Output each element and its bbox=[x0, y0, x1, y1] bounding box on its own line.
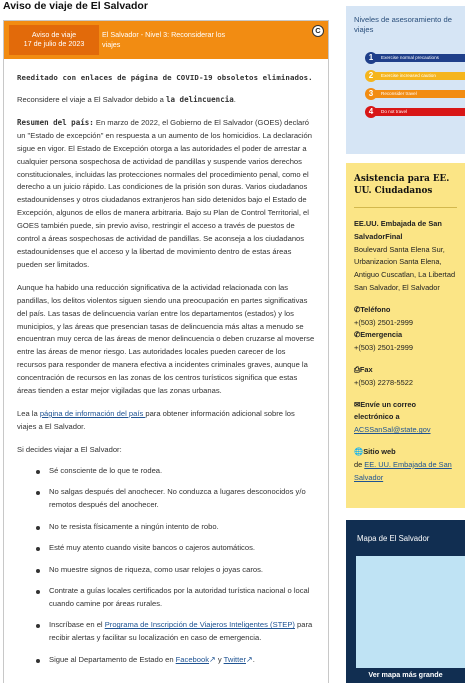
advisory-levels-panel bbox=[346, 6, 465, 154]
list-item: No salgas después del anochecer. No conduzca a lugares desconocidos y/o remotos después del anochecer. bbox=[17, 486, 316, 512]
globe-icon: 🌐 bbox=[354, 446, 364, 456]
reissue-note: Reeditado con enlaces de página de COVID-19 obsoletos eliminados. bbox=[17, 73, 313, 82]
phone-number[interactable]: +(503) 2501-2999 bbox=[354, 317, 413, 327]
map-title: Mapa de El Salvador bbox=[357, 534, 430, 543]
level-3-number: 3 bbox=[365, 88, 377, 100]
fax-number: +(503) 2278-5522 bbox=[354, 377, 413, 387]
step-prefix: Inscríbase en el bbox=[49, 620, 105, 630]
country-info-link[interactable]: página de información del país bbox=[39, 408, 146, 418]
summary-text: En marzo de 2022, el Gobierno de El Salvador (GOES) declaró un "Estado de excepción" en respuesta a un aumento de los homicidios. La declaración sigue en vigor. El Estado de Excepción otorga a las autoridades el poder de arrestar a cualquier persona sospechosa de actividad de pandillas y suspende varios derechos constitucionales, incluidas las protecciones normales del procedimiento penal, como el derecho a un juicio rápido. Las condiciones de la prisión son duras. Varios ciudadanos estadounidenses y otros ciudadanos extranjeros han sido detenidos bajo el Estado de Excepción, algunos de ellos de manera arbitraria. Bajo su Plan de Control Territorial, el GOES también puede, sin previo aviso, restringir el acceso a través de puestos de control a áreas sospechosas de actividad de pandillas. Se aconseja a los ciudadanos estadounidenses que el acceso y la libertad de movimiento dentro de estas áreas pueden ser limitados. bbox=[17, 117, 312, 269]
website-prefix: de bbox=[354, 459, 365, 469]
advisory-date-value: 17 de julio de 2023 bbox=[23, 39, 85, 48]
assist-title: Asistencia para EE. UU. Ciudadanos bbox=[354, 173, 457, 208]
levels-title: Niveles de asesoramiento de viajes bbox=[354, 15, 452, 34]
advisory-main bbox=[3, 20, 329, 683]
embassy-name: EE.UU. Embajada de San SalvadorFinal bbox=[354, 219, 442, 241]
level-2-number: 2 bbox=[365, 70, 377, 82]
list-item: Contrate a guías locales certificados por la autoridad turística nacional o local cuando camine por áreas rurales. bbox=[17, 585, 316, 611]
fax-icon: ⎙ bbox=[354, 364, 360, 374]
advisory-content bbox=[4, 59, 328, 667]
website-label: Sitio web bbox=[363, 446, 396, 456]
emergency-label: Emergencia bbox=[360, 330, 403, 340]
embassy-city: San Salvador, El Salvador bbox=[354, 282, 440, 292]
list-item: No muestre signos de riqueza, como usar relojes o joyas caros. bbox=[17, 564, 316, 577]
level-2-label: Exercise increased caution bbox=[371, 72, 465, 80]
website-block bbox=[354, 446, 457, 484]
phone-label: Teléfono bbox=[360, 304, 391, 314]
follow-middle: y bbox=[215, 654, 224, 664]
country-info-prefix: Lea la bbox=[17, 408, 40, 418]
external-link-icon: ↗ bbox=[209, 654, 216, 664]
level-3-label: Reconsider travel bbox=[371, 90, 465, 98]
phone-block bbox=[354, 304, 457, 355]
follow-suffix: . bbox=[252, 654, 255, 664]
country-info-line bbox=[17, 408, 316, 434]
crime-paragraph: Aunque ha habido una reducción significativa de la actividad relacionada con las pandillas, los delitos violentos siguen siendo una preocupación en partes significativas del país. Las tasas de delincuencia varían entre los departamentos (estados) y los municipios, y las áreas que presencian tasas de delincuencia más altas a menudo se encuentran muy cerca de las áreas de menor delincuencia o deben cruzarse al moverse entre las áreas de menor riesgo. Las autoridades locales pueden carecer de los recursos para responder de manera efectiva a incidentes criminales graves, aunque la concentración de recursos en las zonas de los centros turísticos significa que estas áreas tienden a estar mejor vigiladas que las zonas urbanas. bbox=[17, 282, 315, 396]
country-map-panel bbox=[346, 520, 465, 683]
country-info-suffix: para obtener información adicional sobre los viajes a El Salvador. bbox=[17, 408, 295, 431]
step-link[interactable]: Programa de Inscripción de Viajeros Inteligentes (STEP) bbox=[104, 620, 295, 630]
external-link-icon: ↗ bbox=[245, 654, 253, 664]
follow-prefix: Sigue al Departamento de Estado en bbox=[49, 654, 176, 664]
reconsider-reason: la delincuencia bbox=[166, 95, 234, 104]
country-map[interactable] bbox=[356, 556, 465, 668]
list-item: Esté muy atento cuando visite bancos o cajeros automáticos. bbox=[17, 542, 316, 555]
citizen-assistance-panel bbox=[346, 163, 465, 508]
list-item bbox=[17, 619, 316, 645]
level-c-badge-icon[interactable]: C bbox=[312, 25, 324, 37]
view-larger-map-link[interactable]: Ver mapa más grande bbox=[368, 670, 443, 679]
list-item bbox=[17, 654, 316, 667]
level-2-row[interactable] bbox=[365, 70, 457, 82]
advisory-banner bbox=[4, 21, 328, 59]
level-1-label: Exercise normal precautions bbox=[371, 54, 465, 62]
facebook-link[interactable]: Facebook bbox=[175, 654, 210, 664]
embassy-street: Boulevard Santa Elena Sur, Urbanizacion Santa Elena, Antiguo Cuscatlan, La Libertad bbox=[354, 244, 456, 280]
email-icon: ✉ bbox=[354, 399, 361, 409]
phone-icon: ✆ bbox=[354, 304, 361, 314]
reconsider-prefix: Reconsidere el viaje a El Salvador debido a bbox=[17, 95, 167, 104]
page-title: Aviso de viaje de El Salvador bbox=[3, 0, 148, 12]
embassy-address bbox=[354, 218, 457, 295]
level-4-number: 4 bbox=[365, 106, 377, 118]
advisory-date-label: Aviso de viaje bbox=[31, 30, 77, 39]
embassy-website-link[interactable]: EE. UU. Embajada de San Salvador bbox=[354, 459, 452, 482]
step-suffix: para recibir alertas y facilitar su localización en caso de emergencia. bbox=[49, 620, 313, 643]
level-3-row[interactable] bbox=[365, 88, 457, 100]
list-item: Sé consciente de lo que te rodea. bbox=[17, 465, 316, 478]
phone-icon: ✆ bbox=[354, 330, 361, 340]
level-4-label: Do not travel bbox=[371, 108, 465, 116]
level-1-row[interactable] bbox=[365, 52, 457, 64]
travel-tips-list bbox=[17, 465, 316, 667]
emergency-number[interactable]: +(503) 2501-2999 bbox=[354, 343, 413, 353]
advisory-level: El Salvador - Nivel 3: Reconsiderar los viajes bbox=[102, 30, 226, 49]
level-1-number: 1 bbox=[365, 52, 377, 64]
email-block bbox=[354, 399, 457, 437]
reconsider-suffix: . bbox=[233, 95, 236, 104]
fax-label: Fax bbox=[359, 364, 373, 374]
summary-label: Resumen del país: bbox=[17, 117, 94, 127]
list-item: No te resista físicamente a ningún intento de robo. bbox=[17, 521, 316, 534]
advisory-date bbox=[9, 25, 99, 55]
level-4-row[interactable] bbox=[365, 106, 457, 118]
fax-block bbox=[354, 364, 457, 390]
twitter-link[interactable]: Twitter bbox=[223, 654, 246, 664]
country-summary bbox=[17, 117, 316, 272]
if-travel-intro: Si decides viajar a El Salvador: bbox=[17, 444, 122, 454]
reconsider-line bbox=[17, 94, 316, 107]
email-label: Envíe un correo electrónico a bbox=[354, 399, 417, 422]
email-link[interactable]: ACSSanSal@state.gov bbox=[354, 425, 431, 435]
